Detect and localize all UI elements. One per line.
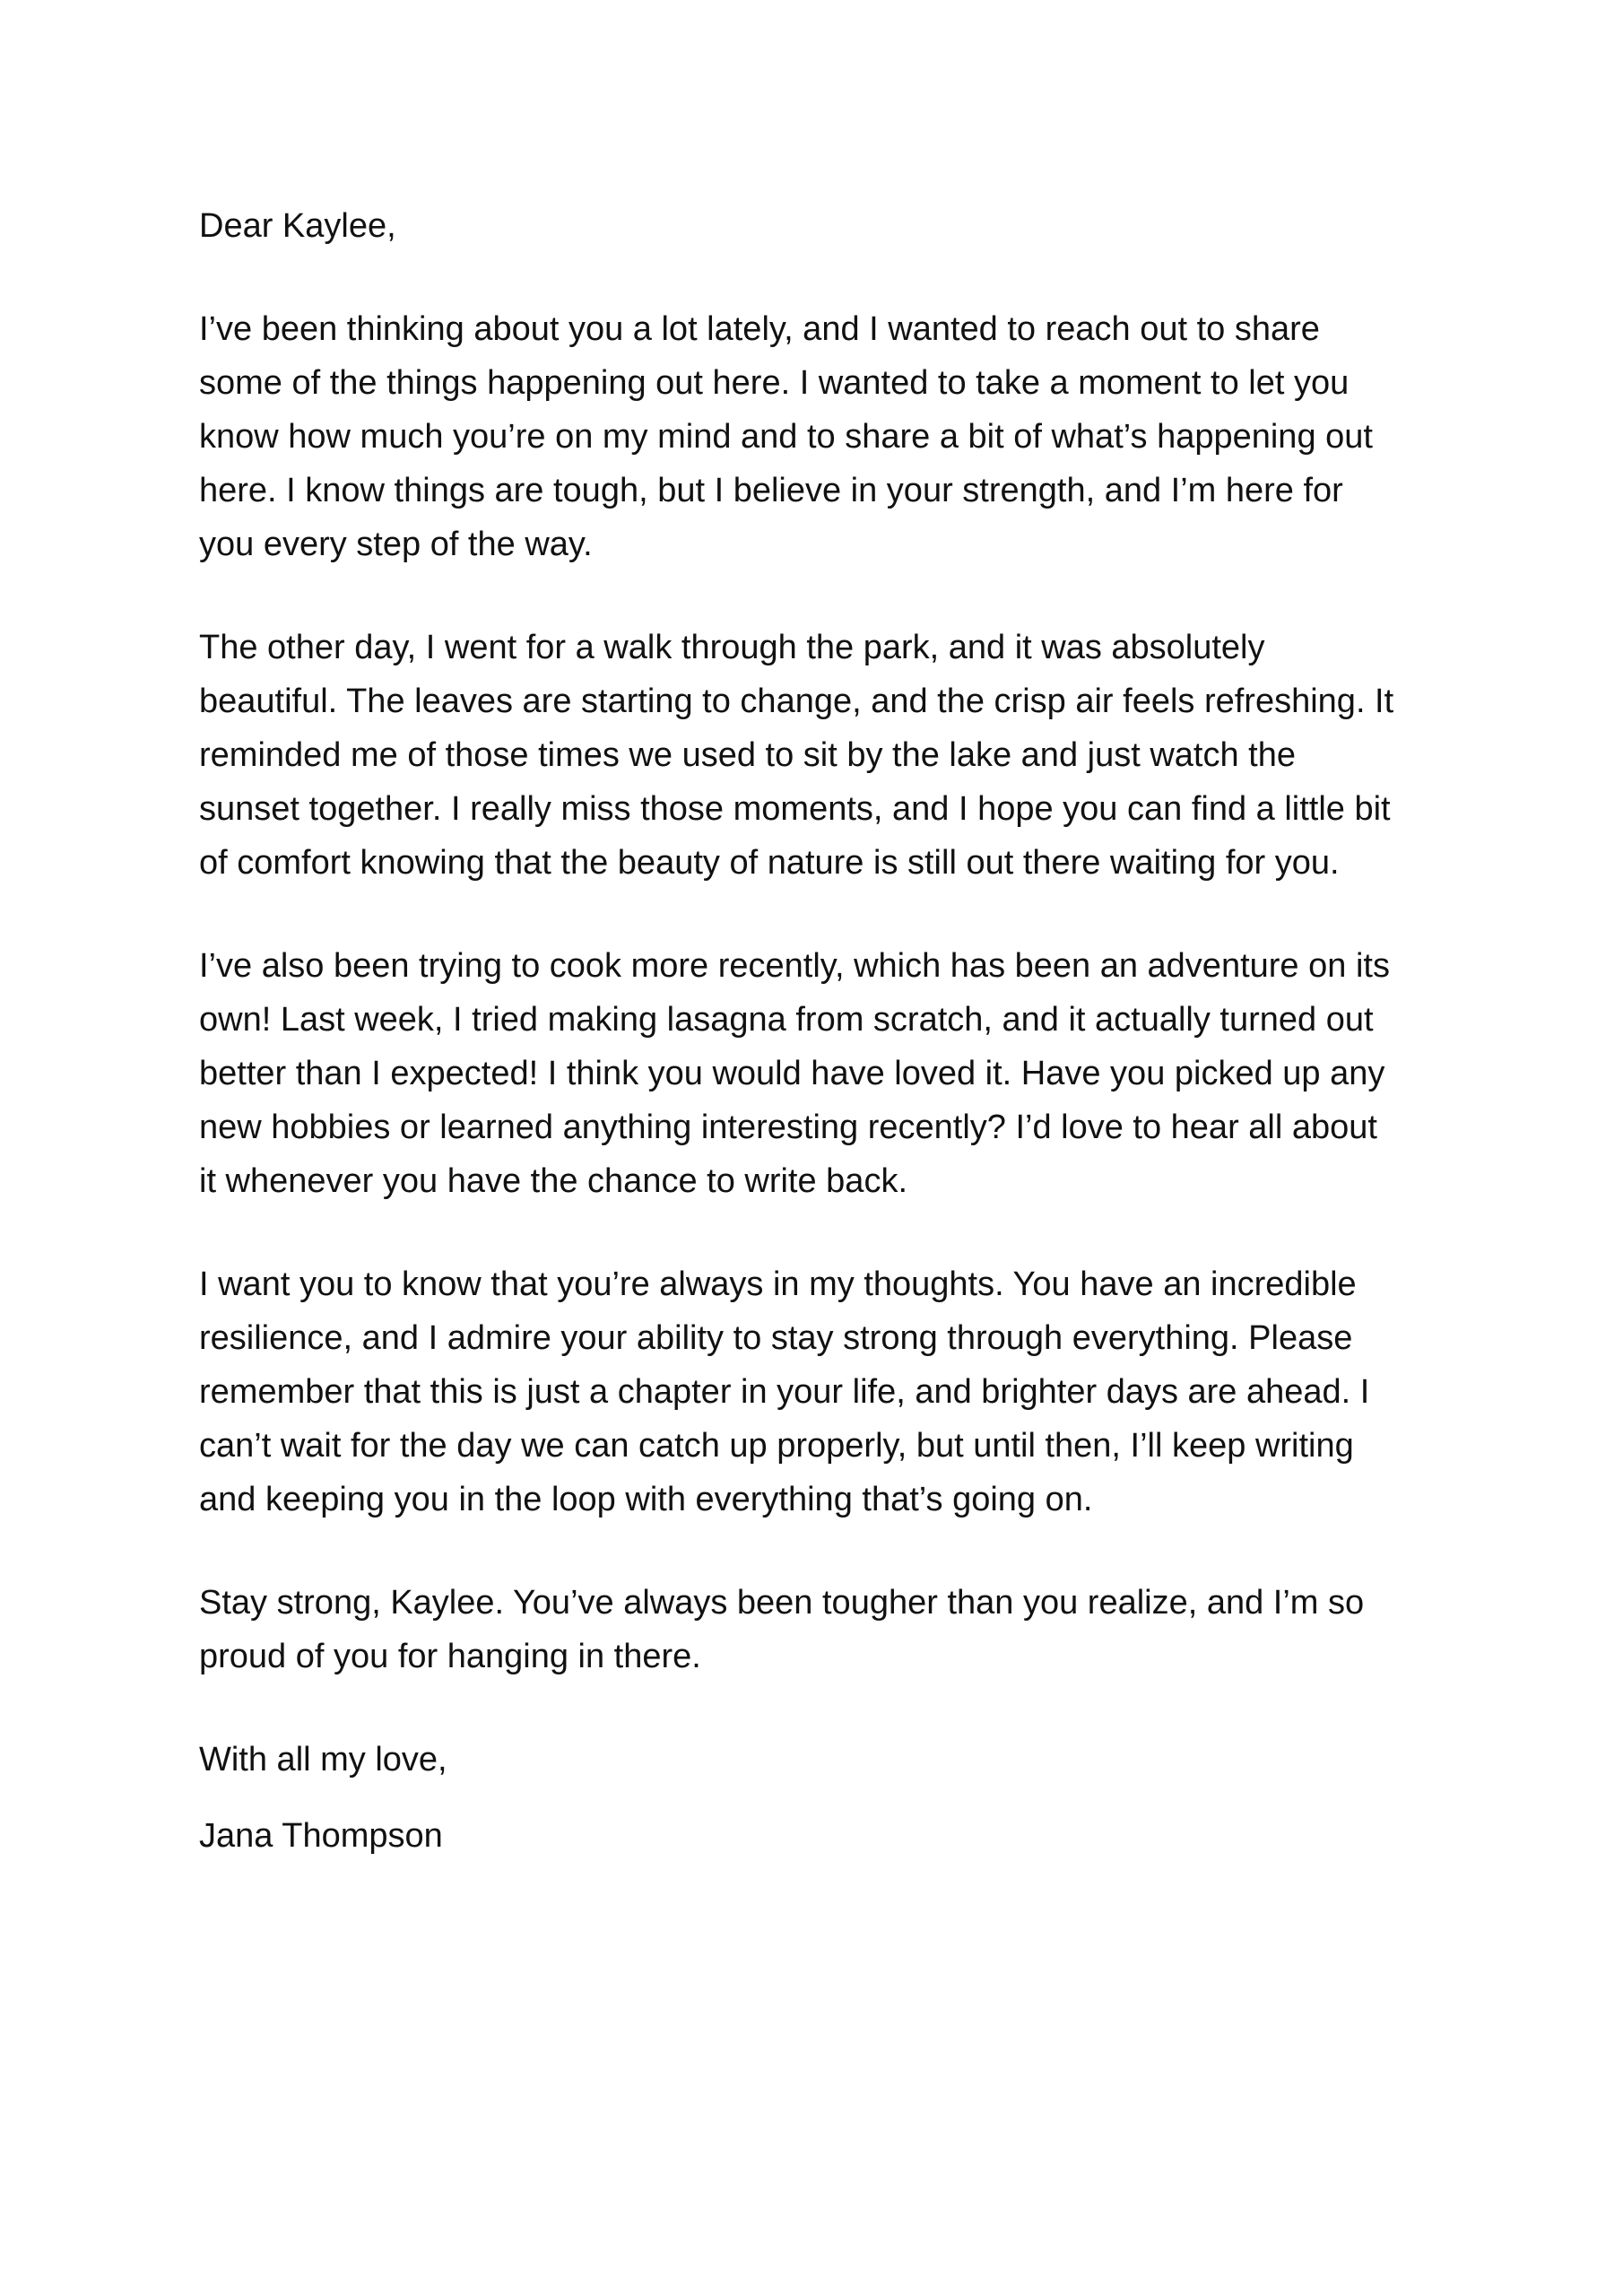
letter-body	[199, 199, 1481, 1863]
paragraph-line: new hobbies or learned anything interesting recently? I’d love to hear all about	[199, 1109, 1377, 1146]
paragraph-line: resilience, and I admire your ability to stay strong through everything. Please	[199, 1319, 1353, 1357]
paragraph-line: sunset together. I really miss those moments, and I hope you can find a little bit	[199, 790, 1391, 828]
paragraph-3	[199, 939, 1481, 1208]
paragraph-line: beautiful. The leaves are starting to change, and the crisp air feels refreshing. It	[199, 683, 1394, 720]
salutation: Dear Kaylee,	[199, 207, 396, 245]
paragraph-line: reminded me of those times we used to sit by the lake and just watch the	[199, 736, 1296, 774]
paragraph-line: and keeping you in the loop with everything that’s going on.	[199, 1481, 1093, 1518]
paragraph-line: know how much you’re on my mind and to share a bit of what’s happening out	[199, 418, 1373, 456]
paragraph-line: own! Last week, I tried making lasagna from scratch, and it actually turned out	[199, 1001, 1374, 1039]
closing: With all my love,	[199, 1741, 447, 1779]
paragraph-1	[199, 302, 1481, 571]
signature: Jana Thompson	[199, 1817, 443, 1855]
paragraph-line: better than I expected! I think you would have loved it. Have you picked up any	[199, 1055, 1385, 1092]
paragraph-line: it whenever you have the chance to write back.	[199, 1162, 908, 1200]
paragraph-line: some of the things happening out here. I wanted to take a moment to let you	[199, 364, 1350, 402]
paragraph-line: Stay strong, Kaylee. You’ve always been tougher than you realize, and I’m so	[199, 1584, 1365, 1622]
paragraph-line: I’ve also been trying to cook more recently, which has been an adventure on its	[199, 947, 1390, 985]
paragraph-line: can’t wait for the day we can catch up properly, but until then, I’ll keep writing	[199, 1427, 1354, 1465]
paragraph-line: you every step of the way.	[199, 526, 593, 563]
paragraph-line: The other day, I went for a walk through the park, and it was absolutely	[199, 629, 1265, 666]
paragraph-line: I’ve been thinking about you a lot lately, and I wanted to reach out to share	[199, 310, 1320, 348]
paragraph-4	[199, 1257, 1481, 1526]
paragraph-line: here. I know things are tough, but I believe in your strength, and I’m here for	[199, 472, 1343, 509]
paragraph-2	[199, 621, 1481, 890]
paragraph-line: remember that this is just a chapter in your life, and brighter days are ahead. I	[199, 1373, 1370, 1411]
paragraph-5	[199, 1576, 1481, 1683]
paragraph-line: of comfort knowing that the beauty of nature is still out there waiting for you.	[199, 844, 1340, 882]
paragraph-line: proud of you for hanging in there.	[199, 1638, 701, 1675]
paragraph-line: I want you to know that you’re always in my thoughts. You have an incredible	[199, 1265, 1357, 1303]
